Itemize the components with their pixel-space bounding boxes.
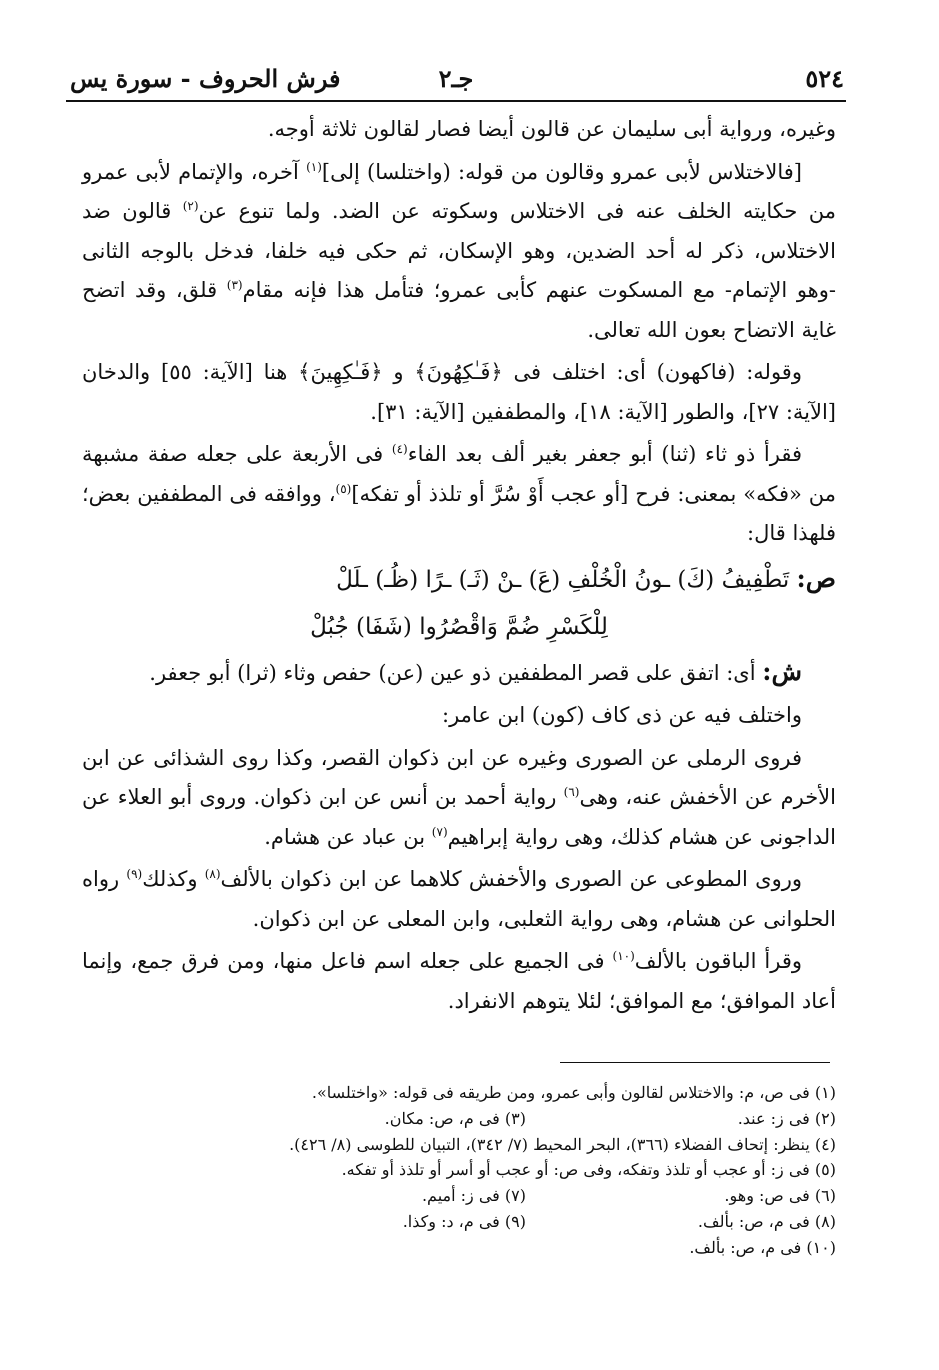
paragraph: وغيره، ورواية أبى سليمان عن قالون أيضا فصار لقالون ثلاثة أوجه. [267,117,836,141]
footnote-ref: (٦) [563,785,580,799]
footnote: (١) فى ص، م: والاختلاس لقالون وأبى عمرو، ومن طريقه فى قوله: «واختلسا». [311,1083,836,1102]
footnote-ref: (٣) [226,278,243,292]
footnote: (٨) فى م، ص: بألف. (٩) فى م، د: وكذا. [402,1211,836,1231]
paragraph: وقرأ الباقون بالألف$^{(١٠)}$ فى الجميع على جعله اسم فاعل منها، ومن فرق جمع، وإنما أعاد الموافق؛ مع الموافق؛ لئلا يتوهم الانفراد. [82,949,836,1013]
footnote: (٦) فى ص: وهو. (٧) فى ز: أميم. [421,1186,836,1206]
footnotes [110,1080,836,1261]
footnote: (١٠) فى م، ص: بألف. [689,1237,836,1257]
paragraph: واختلف فيه عن ذى كاف (كون) ابن عامر: [442,703,802,727]
part-number: جـ٢ [438,64,474,93]
footnote-ref: (٨) [204,867,221,881]
footnote-ref: (٤) [391,442,408,456]
footnote: (٤) ينظر: إتحاف الفضلاء (٣٦٦)، البحر المحيط (٧/ ٣٤٢)، التبيان للطوسى (٨/ ٤٢٦). [289,1134,836,1154]
footnote-ref: (٢) [182,199,199,213]
running-header [66,60,846,102]
paragraph: وقوله: (فاكهون) أى: اختلف فى ﴿فَـٰكِهُونَ﴾ و ﴿فَـٰكِهِينَ﴾ هنا [الآية: ٥٥] والدخان [الآية: ٢٧]، والطور [الآية: ١٨]، والمطففين [الآية: ٣١]. [82,360,836,424]
footnote-ref: (٥) [335,481,352,496]
footnote-ref: (٩) [126,867,143,881]
verse-line: ص: تَطْفِيفُ (كَ) ـونُ الْخُلْفِ (عَ) ـنْ (ثَـ) ـرًا (ظُـ) ـلَلْ [336,563,836,593]
verse-marker: ص: [796,563,836,593]
paragraph: فقرأ ذو ثاء (ثنا) أبو جعفر بغير ألف بعد الفاء$^{(٤)}$ فى الأربعة على جعله صفة مشبهة من «فكه» بمعنى: فرح [أو عجب أَوْ سُرَّ أو تلذذ أو تفكه]$^{(٥)}$، ووافقه فى المطففين بعض؛ فلهذا قال: [82,442,837,545]
footnote-ref: (١٠) [612,949,635,963]
paragraph: ش: أى: اتفق على قصر المطففين ذو عين (عن) حفص وثاء (ثرا) أبو جعفر. [149,656,802,686]
footnote: (٢) فى ز: عند. (٣) فى م، ص: مكان. [384,1108,836,1128]
paragraph: وروى المطوعى عن الصورى والأخفش كلاهما عن ابن ذكوان بالألف$^{(٨)}$ وكذلك$^{(٩)}$ رواه الحلوانى عن هشام، وهى رواية الثعلبى، وابن المعلى عن ابن ذكوان. [82,867,836,931]
commentary-marker: ش: [762,656,802,686]
verse-line: لِلْكَسْرِ ضُمَّ وَاقْصُرُوا (شَفَا) جُبُلْ [310,613,608,640]
footnote: (٥) فى ز: أو عجب أو تلذذ وتفكه، وفى ص: أو عجب أو أسر أو تلذذ أو تفكه. [341,1160,836,1180]
chapter-title: فرش الحروف - سورة يس [70,64,341,93]
footnote-ref: (٧) [431,824,448,839]
footnote-ref: (١) [306,159,322,174]
paragraph: [فالاختلاس لأبى عمرو وقالون من قوله: (واختلسا) إلى]$^{(١)}$ آخره، والإتمام لأبى عمرو من حكايته الخلف عنه فى الاختلاس وسكوته عن الضد. ولما تنوع عن$^{(٢)}$ قالون ضد الاختلاس، ذكر له أحد الضدين، وهو الإسكان، ثم حكى فيه خلفا، فدخل بالوجه الثانى -وهو الإتمام- مع المسكوت عنهم كأبى عمرو؛ فتأمل هذا فإنه مقام$^{(٣)}$ قلق، وقد اتضح غاية الاتضاح بعون الله تعالى. [82,159,836,342]
page-number: ٥٢٤ [805,64,844,93]
paragraph: فروى الرملى عن الصورى وغيره عن ابن ذكوان القصر، وكذا روى الشذائى عن ابن الأخرم عن الأخفش عنه، وهى$^{(٦)}$ رواية أحمد بن أنس عن ابن ذكوان. وروى أبو العلاء عن الداجونى عن هشام كذلك، وهى رواية إبراهيم$^{(٧)}$ بن عباد عن هشام. [82,745,836,849]
footnote-divider [560,1062,830,1063]
main-text [82,110,836,1021]
